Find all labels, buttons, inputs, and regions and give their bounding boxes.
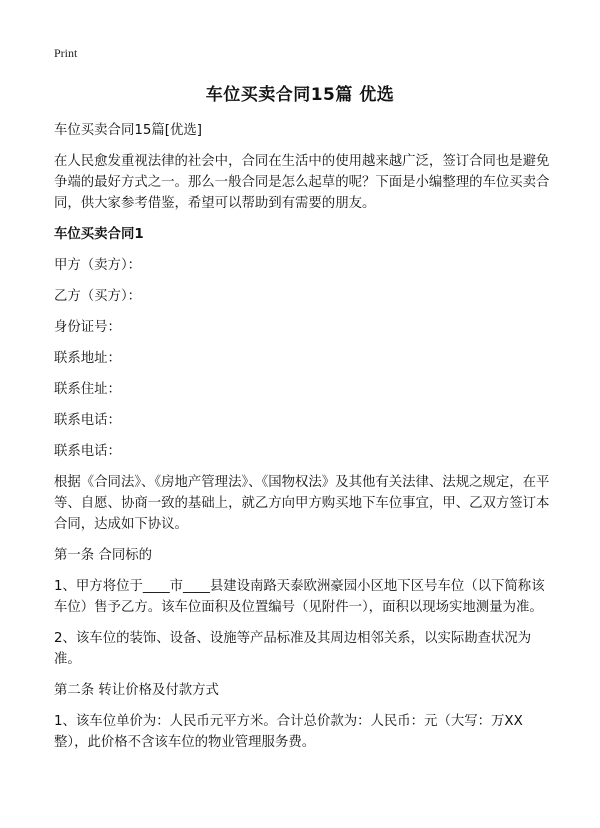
field-buyer: 乙方（买方）： <box>54 289 142 304</box>
article1-clause-1: 1、甲方将位于____市____县建设南路天泰欧洲豪园小区地下区号车位（以下简称该车位）售予乙方。该车位面积及位置编号（见附件一），面积以现场实地测量为准。 <box>54 579 545 615</box>
basis-paragraph: 根据《合同法》、《房地产管理法》、《国物权法》及其他有关法律、法规之规定，在平等、自愿、协商一致的基础上，就乙方向甲方购买地下车位事宜，甲、乙双方签订本合同，达成如下协议。 <box>54 475 550 532</box>
document-subtitle: 车位买卖合同15篇[优选] <box>54 123 203 138</box>
field-id-number: 身份证号： <box>54 320 121 335</box>
field-contact-address: 联系地址： <box>54 351 121 366</box>
page-title: 车位买卖合同15篇 优选 <box>205 85 395 105</box>
article1-heading: 第一条 合同标的 <box>54 548 152 563</box>
section-heading: 车位买卖合同1 <box>54 227 144 242</box>
document-body <box>54 120 554 753</box>
field-phone-2: 联系电话： <box>54 444 121 459</box>
article2-clause-1: 1、该车位单价为：人民币元平方米。合计总价款为：人民币：元（大写：万XX整），此价格不含该车位的物业管理服务费。 <box>54 714 523 750</box>
field-seller: 甲方（卖方）： <box>54 258 142 273</box>
article1-clause-2: 2、该车位的装饰、设备、设施等产品标准及其周边相邻关系，以实际勘查状况为准。 <box>54 631 532 667</box>
article2-heading: 第二条 转让价格及付款方式 <box>54 683 219 698</box>
field-residence-address: 联系住址： <box>54 382 121 397</box>
field-phone-1: 联系电话： <box>54 413 121 428</box>
intro-paragraph: 在人民愈发重视法律的社会中，合同在生活中的使用越来越广泛，签订合同也是避免争端的最好方式之一。那么一般合同是怎么起草的呢？下面是小编整理的车位买卖合同，供大家参考借鉴，希望可以帮助到有需要的朋友。 <box>54 154 550 211</box>
print-link[interactable]: Print <box>54 46 78 60</box>
